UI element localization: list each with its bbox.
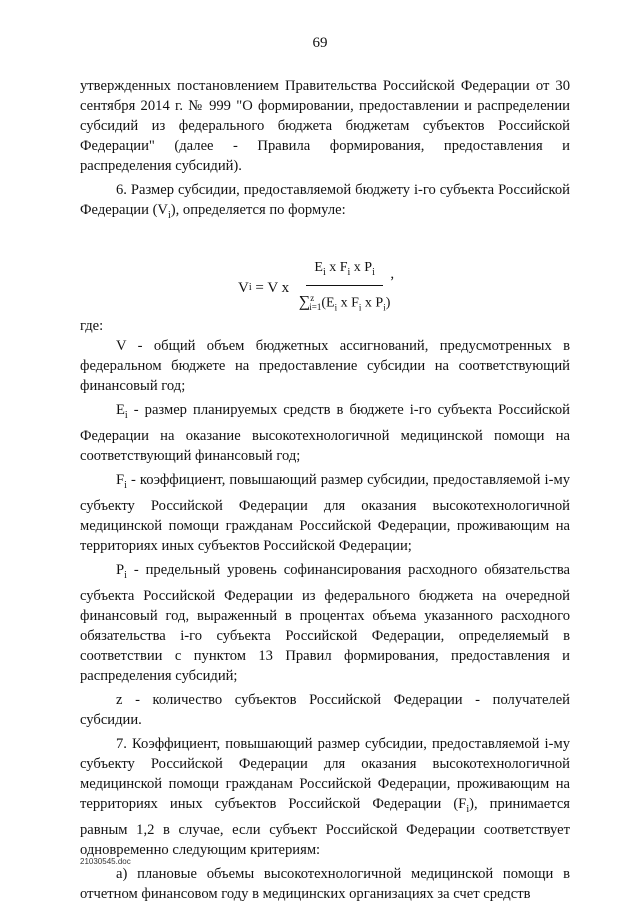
subsidy-formula: V i = V x $\frac{E_i x F_i x P_i}{\sum^z_{i=1}(E_i x F_i x P_i)}$ , (238, 258, 394, 317)
definition-z: z - количество субъектов Российской Федерации - получателей субсидии. (80, 691, 570, 728)
paragraph-item-6: 6. Размер субсидии, предоставляемой бюджету i-го субъекта Российской Федерации $(V_i)$, определяется по формуле: (80, 182, 570, 221)
paragraph-where: где: (80, 317, 104, 334)
paragraph-item-7: 7. Коэффициент, повышающий размер субсидии, предоставляемой i-му субъекту Российской Федерации для оказания высокотехнологичной медицинской помощи гражданам Российской Федерации, проживающим на территориях иных субъектов Российской Федерации $(F_i)$, принимается равным 1,2 в случае, если субъект Российской Федерации соответствует одновременно следующим критериям: (80, 735, 571, 858)
document-body (80, 76, 570, 904)
document-footer: 21030545.doc (80, 857, 131, 866)
paragraph-intro: утвержденных постановлением Правительства Российской Федерации от 30 сентября 2014 г. № 999 "О формировании, предоставлении и распределении субсидий из федерального бюджета бюджетам субъектов Российской Федерации" (далее - Правила формирования, предоставления и распределения субсидий). (80, 78, 570, 174)
formula-numerator: $E_i$ x $F_i$ x $P_i$ (306, 258, 383, 286)
definition-e: $E_i$ - размер планируемых средств в бюджете i-го субъекта Российской Федерации на оказание высокотехнологичной медицинской помощи на соответствующий финансовый год; (80, 401, 570, 464)
formula-denominator: $\sum^z_{i=1}(E_i$ x $F_i$ x $P_i$) (298, 292, 391, 313)
formula-fraction (299, 258, 391, 317)
definition-p: $P_i$ - предельный уровень софинансирования расходного обязательства субъекта Российской Федерации из федерального бюджета на очередной финансовый год, выраженный в процентах объема указанного расходного обязательства i-го субъекта Российской Федерации, определяемый в соответствии с пунктом 13 Правил формирования, предоставления и распределения субсидий; (80, 561, 570, 684)
definition-f: $F_i$ - коэффициент, повышающий размер субсидии, предоставляемой i-му субъекту Российской Федерации для оказания высокотехнологичной медицинской помощи гражданам Российской Федерации, проживающим на территориях иных субъектов Российской Федерации; (80, 471, 570, 554)
definition-v: V - общий объем бюджетных ассигнований, предусмотренных в федеральном бюджете на предоставление субсидии на соответствующий финансовый год; (80, 337, 570, 394)
formula-block (80, 226, 570, 312)
page-number: 69 (312, 35, 328, 51)
paragraph-item-7a: а) плановые объемы высокотехнологичной медицинской помощи в отчетном финансовом году в медицинских организациях за счет средств (80, 865, 570, 902)
